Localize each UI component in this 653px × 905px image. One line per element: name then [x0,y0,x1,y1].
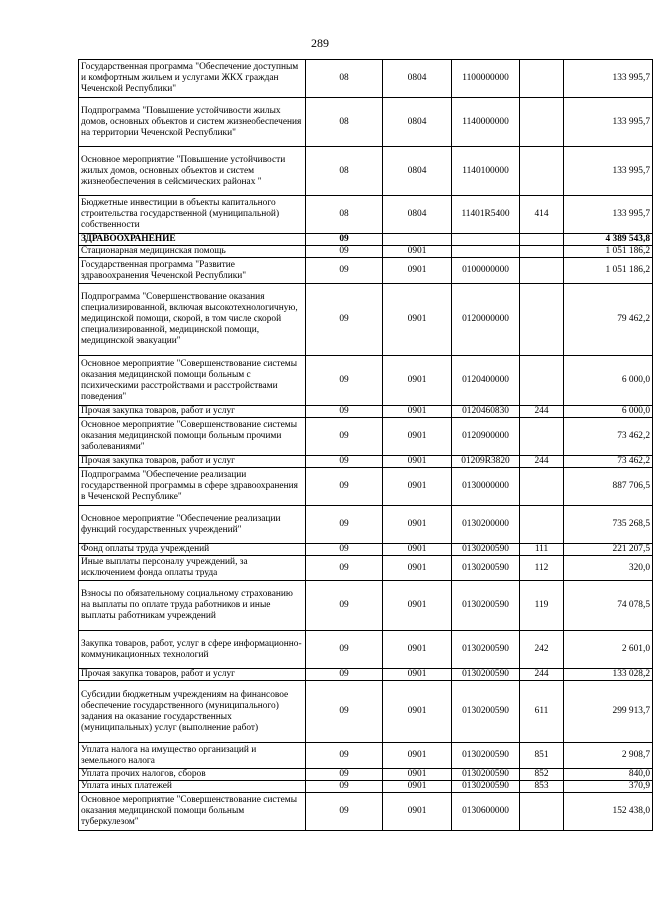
row-expense-type-code: 111 [520,544,564,556]
row-target-article-code: 11401R5400 [452,196,520,234]
row-section-code: 09 [306,418,383,456]
table-row [79,581,653,631]
table-row [79,556,653,581]
row-target-article-code: 0130200590 [452,781,520,793]
row-expense-type-code: 851 [520,743,564,769]
table-row [79,681,653,743]
row-name: Стационарная медицинская помощь [79,246,306,258]
row-expense-type-code: 611 [520,681,564,743]
row-expense-type-code [520,258,564,284]
row-name: Подпрограмма "Повышение устойчивости жилых домов, основных объектов и систем жизнеобеспечения на территории Чеченской Республики" [79,98,306,147]
row-section-code: 08 [306,98,383,147]
row-target-article-code: 0130000000 [452,468,520,506]
row-subsection-code: 0901 [383,406,452,418]
table-row [79,769,653,781]
row-expense-type-code: 852 [520,769,564,781]
table-row [79,631,653,669]
table-row [79,456,653,468]
row-amount: 320,0 [564,556,653,581]
row-target-article-code: 0130200590 [452,681,520,743]
row-section-code: 09 [306,468,383,506]
row-subsection-code: 0901 [383,581,452,631]
row-name: Основное мероприятие "Повышение устойчивости жилых домов, основных объектов и систем жизнеобеспечения в сейсмических районах " [79,147,306,196]
row-subsection-code: 0901 [383,681,452,743]
table-row [79,418,653,456]
row-amount: 133 995,7 [564,147,653,196]
row-amount: 735 268,5 [564,506,653,544]
row-section-code: 09 [306,234,383,246]
row-target-article-code: 0130200590 [452,544,520,556]
row-amount: 221 207,5 [564,544,653,556]
row-section-code: 09 [306,743,383,769]
row-subsection-code: 0901 [383,284,452,356]
table-row [79,506,653,544]
row-target-article-code: 01209R3820 [452,456,520,468]
row-amount: 4 389 543,8 [564,234,653,246]
row-name: Подпрограмма "Обеспечение реализации государственной программы в сфере здравоохранения в Чеченской Республике" [79,468,306,506]
row-subsection-code: 0901 [383,669,452,681]
row-expense-type-code [520,147,564,196]
row-subsection-code: 0901 [383,246,452,258]
table-row [79,406,653,418]
row-subsection-code: 0901 [383,258,452,284]
row-section-code: 09 [306,781,383,793]
row-subsection-code: 0901 [383,781,452,793]
budget-table-body [79,60,653,831]
row-section-code: 09 [306,506,383,544]
table-row [79,246,653,258]
row-name: Государственная программа "Обеспечение доступным и комфортным жильем и услугами ЖКХ граждан Чеченской Республики" [79,60,306,98]
row-amount: 1 051 186,2 [564,258,653,284]
row-name: Основное мероприятие "Совершенствование системы оказания медицинской помощи больным прочими заболеваниями" [79,418,306,456]
row-name: Прочая закупка товаров, работ и услуг [79,456,306,468]
table-row [79,234,653,246]
row-subsection-code: 0804 [383,60,452,98]
row-section-code: 09 [306,246,383,258]
row-name: Субсидии бюджетным учреждениям на финансовое обеспечение государственного (муниципального) задания на оказание государственных (муниципальных) услуг (выполнение работ) [79,681,306,743]
row-amount: 6 000,0 [564,406,653,418]
row-amount: 299 913,7 [564,681,653,743]
row-name: Основное мероприятие "Обеспечение реализации функций государственных учреждений" [79,506,306,544]
row-target-article-code [452,246,520,258]
row-section-code: 09 [306,406,383,418]
row-name: Основное мероприятие "Совершенствование системы оказания медицинской помощи больным туберкулезом" [79,793,306,831]
table-row [79,468,653,506]
row-section-code: 09 [306,669,383,681]
table-row [79,147,653,196]
row-expense-type-code [520,506,564,544]
row-name: Закупка товаров, работ, услуг в сфере информационно-коммуникационных технологий [79,631,306,669]
row-name: Подпрограмма "Совершенствование оказания специализированной, включая высокотехнологичную, медицинской помощи, скорой, в том числе скорой специализированной, медицинской помощи, медицинской эвакуации" [79,284,306,356]
row-target-article-code: 1140100000 [452,147,520,196]
row-expense-type-code: 414 [520,196,564,234]
row-expense-type-code [520,60,564,98]
row-expense-type-code [520,468,564,506]
row-amount: 2 908,7 [564,743,653,769]
row-subsection-code [383,234,452,246]
row-expense-type-code [520,98,564,147]
row-amount: 133 028,2 [564,669,653,681]
row-section-code: 09 [306,544,383,556]
row-subsection-code: 0901 [383,769,452,781]
table-row [79,98,653,147]
table-row [79,793,653,831]
row-name: Уплата прочих налогов, сборов [79,769,306,781]
row-subsection-code: 0901 [383,556,452,581]
row-amount: 79 462,2 [564,284,653,356]
row-target-article-code: 0120900000 [452,418,520,456]
row-section-code: 09 [306,356,383,406]
row-name: Прочая закупка товаров, работ и услуг [79,406,306,418]
row-expense-type-code [520,793,564,831]
row-subsection-code: 0901 [383,456,452,468]
row-section-code: 09 [306,631,383,669]
row-name: Основное мероприятие "Совершенствование системы оказания медицинской помощи больным с психическими расстройствами и расстройствами поведения" [79,356,306,406]
row-amount: 133 995,7 [564,98,653,147]
row-expense-type-code [520,246,564,258]
row-section-code: 08 [306,60,383,98]
row-subsection-code: 0901 [383,506,452,544]
row-amount: 73 462,2 [564,418,653,456]
row-section-code: 09 [306,769,383,781]
row-target-article-code: 0100000000 [452,258,520,284]
row-expense-type-code: 853 [520,781,564,793]
budget-table [78,59,653,831]
row-expense-type-code: 244 [520,456,564,468]
row-amount: 152 438,0 [564,793,653,831]
row-target-article-code: 0130200590 [452,743,520,769]
row-name: ЗДРАВООХРАНЕНИЕ [79,234,306,246]
row-expense-type-code: 119 [520,581,564,631]
row-expense-type-code: 244 [520,669,564,681]
row-name: Уплата иных платежей [79,781,306,793]
row-section-code: 09 [306,284,383,356]
row-section-code: 09 [306,581,383,631]
row-expense-type-code [520,284,564,356]
row-section-code: 08 [306,196,383,234]
table-row [79,60,653,98]
row-name: Взносы по обязательному социальному страхованию на выплаты по оплате труда работников и иные выплаты работникам учреждений [79,581,306,631]
row-target-article-code: 0130200590 [452,556,520,581]
row-target-article-code: 0120400000 [452,356,520,406]
row-subsection-code: 0901 [383,418,452,456]
row-subsection-code: 0901 [383,356,452,406]
table-row [79,356,653,406]
table-row [79,781,653,793]
row-amount: 6 000,0 [564,356,653,406]
row-expense-type-code [520,356,564,406]
table-row [79,284,653,356]
row-amount: 840,0 [564,769,653,781]
row-section-code: 09 [306,556,383,581]
row-section-code: 09 [306,681,383,743]
row-subsection-code: 0804 [383,98,452,147]
table-row [79,258,653,284]
row-name: Фонд оплаты труда учреждений [79,544,306,556]
row-subsection-code: 0901 [383,468,452,506]
row-section-code: 09 [306,456,383,468]
row-expense-type-code: 244 [520,406,564,418]
table-row [79,196,653,234]
row-amount: 74 078,5 [564,581,653,631]
row-target-article-code: 1140000000 [452,98,520,147]
row-amount: 133 995,7 [564,60,653,98]
row-amount: 887 706,5 [564,468,653,506]
row-amount: 1 051 186,2 [564,246,653,258]
row-target-article-code: 0120000000 [452,284,520,356]
row-section-code: 09 [306,258,383,284]
row-target-article-code: 0130200590 [452,669,520,681]
row-amount: 2 601,0 [564,631,653,669]
page-number: 289 [311,36,329,50]
row-target-article-code: 0130600000 [452,793,520,831]
row-amount: 133 995,7 [564,196,653,234]
table-row [79,743,653,769]
row-section-code: 09 [306,793,383,831]
row-name: Прочая закупка товаров, работ и услуг [79,669,306,681]
row-name: Государственная программа "Развитие здравоохранения Чеченской Республики" [79,258,306,284]
row-target-article-code: 1100000000 [452,60,520,98]
row-expense-type-code: 242 [520,631,564,669]
row-name: Бюджетные инвестиции в объекты капитального строительства государственной (муниципальной) собственности [79,196,306,234]
row-target-article-code: 0130200590 [452,769,520,781]
row-subsection-code: 0901 [383,793,452,831]
row-target-article-code: 0130200000 [452,506,520,544]
table-row [79,544,653,556]
row-section-code: 08 [306,147,383,196]
row-subsection-code: 0804 [383,147,452,196]
row-amount: 73 462,2 [564,456,653,468]
row-target-article-code: 0130200590 [452,581,520,631]
row-name: Иные выплаты персоналу учреждений, за исключением фонда оплаты труда [79,556,306,581]
row-target-article-code: 0130200590 [452,631,520,669]
row-expense-type-code: 112 [520,556,564,581]
row-subsection-code: 0901 [383,743,452,769]
row-subsection-code: 0901 [383,631,452,669]
table-row [79,669,653,681]
row-expense-type-code [520,418,564,456]
row-amount: 370,9 [564,781,653,793]
row-expense-type-code [520,234,564,246]
row-subsection-code: 0804 [383,196,452,234]
row-target-article-code [452,234,520,246]
row-target-article-code: 0120460830 [452,406,520,418]
row-name: Уплата налога на имущество организаций и земельного налога [79,743,306,769]
row-subsection-code: 0901 [383,544,452,556]
